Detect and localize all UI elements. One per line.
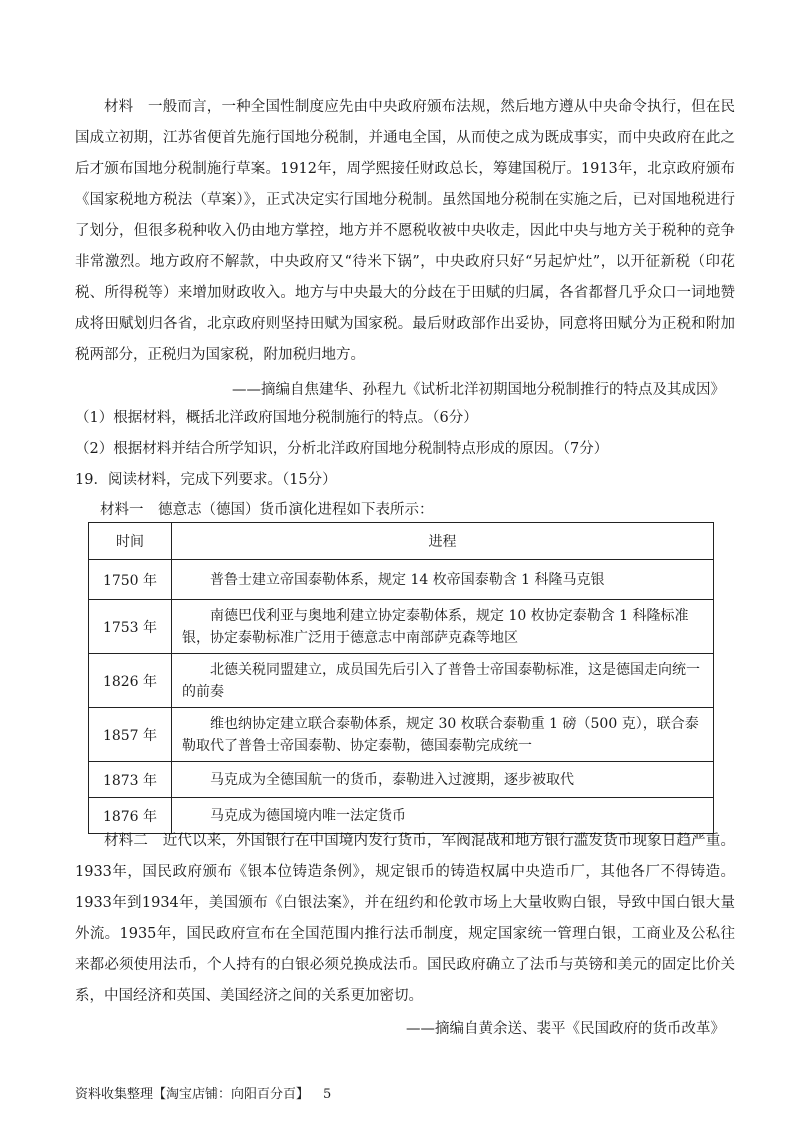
material-18-paragraph: [75, 92, 735, 371]
question-19-heading: 19．阅读材料，完成下列要求。（15分）: [75, 472, 337, 488]
table-row: [89, 708, 714, 762]
row-time: 1857 年: [89, 708, 172, 762]
material-2-source: ——摘编自黄余送、裴平《民国政府的货币改革》: [406, 1021, 725, 1037]
currency-evolution-table: [88, 522, 714, 834]
row-desc: 普鲁士建立帝国泰勒体系，规定 14 枚帝国泰勒含 1 科隆马克银: [172, 560, 714, 600]
page-footer: [75, 1083, 331, 1102]
material-2-paragraph: [75, 826, 735, 1012]
table-header-time: 时间: [89, 523, 172, 560]
table-header-row: [89, 523, 714, 560]
row-desc: 马克成为德国境内唯一法定货币: [172, 798, 714, 834]
footer-text: 资料收集整理【淘宝店铺：向阳百分百】: [75, 1087, 310, 1102]
page-number: 5: [323, 1087, 332, 1102]
material-label: 材料: [104, 99, 134, 115]
row-desc: 南德巴伐利亚与奥地利建立协定泰勒体系，规定 10 枚协定泰勒含 1 科隆标准银，协定泰勒标准广泛用于德意志中南部萨克森等地区: [172, 600, 714, 654]
row-time: 1876 年: [89, 798, 172, 834]
question-18-1: （1）根据材料，概括北洋政府国地分税制施行的特点。（6分）: [75, 410, 478, 426]
table-header-process: 进程: [172, 523, 714, 560]
material-2-label: 材料二: [104, 833, 149, 849]
table-row: [89, 654, 714, 708]
row-desc: 马克成为全德国航一的货币，泰勒进入过渡期，逐步被取代: [172, 762, 714, 798]
row-time: 1826 年: [89, 654, 172, 708]
question-18-2: （2）根据材料并结合所学知识，分析北洋政府国地分税制特点形成的原因。（7分）: [75, 441, 609, 457]
row-desc: 维也纳协定建立联合泰勒体系，规定 30 枚联合泰勒重 1 磅（500 克），联合泰勒取代了普鲁士帝国泰勒、协定泰勒，德国泰勒完成统一: [172, 708, 714, 762]
material-1-intro: 材料一 德意志（德国）货币演化进程如下表所示：: [100, 502, 434, 518]
table-row: [89, 560, 714, 600]
material-text: 一般而言，一种全国性制度应先由中央政府颁布法规，然后地方遵从中央命令执行，但在民国成立初期，江苏省便首先施行国地分税制，并通电全国，从而使之成为既成事实，而中央政府在此之后才颁布国地分税制施行草案。1912年，周学熙接任财政总长，筹建国税厅。1913年，北京政府颁布《国家税地方税法（草案）》，正式决定实行国地分税制。虽然国地分税制在实施之后，已对国地税进行了划分，但很多税种收入仍由地方掌控，地方并不愿税收被中央收走，因此中央与地方关于税种的竞争非常激烈。地方政府不解款，中央政府又“待米下锅”，中央政府只好“另起炉灶”，以开征新税（印花税、所得税等）来增加财政收入。地方与中央最大的分歧在于田赋的归属，各省都督几乎众口一词地赞成将田赋划归各省，北京政府则坚持田赋为国家税。最后财政部作出妥协，同意将田赋分为正税和附加税两部分，正税归为国家税，附加税归地方。: [75, 99, 736, 363]
material-2-text: 近代以来，外国银行在中国境内发行货币，军阀混战和地方银行滥发货币现象日趋严重。1933年，国民政府颁布《银本位铸造条例》，规定银币的铸造权属中央造币厂，其他各厂不得铸造。1933年到1934年，美国颁布《白银法案》，并在纽约和伦敦市场上大量收购白银，导致中国白银大量外流。1935年，国民政府宣布在全国范围内推行法币制度，规定国家统一管理白银，工商业及公私往来都必须使用法币，个人持有的白银必须兑换成法币。国民政府确立了法币与英镑和美元的固定比价关系，中国经济和英国、美国经济之间的关系更加密切。: [75, 833, 736, 1004]
row-time: 1750 年: [89, 560, 172, 600]
table-row: [89, 762, 714, 798]
row-time: 1873 年: [89, 762, 172, 798]
row-time: 1753 年: [89, 600, 172, 654]
material-18-source: ——摘编自焦建华、孙程九《试析北洋初期国地分税制推行的特点及其成因》: [232, 382, 725, 398]
table-row: [89, 600, 714, 654]
row-desc: 北德关税同盟建立，成员国先后引入了普鲁士帝国泰勒标准，这是德国走向统一的前奏: [172, 654, 714, 708]
